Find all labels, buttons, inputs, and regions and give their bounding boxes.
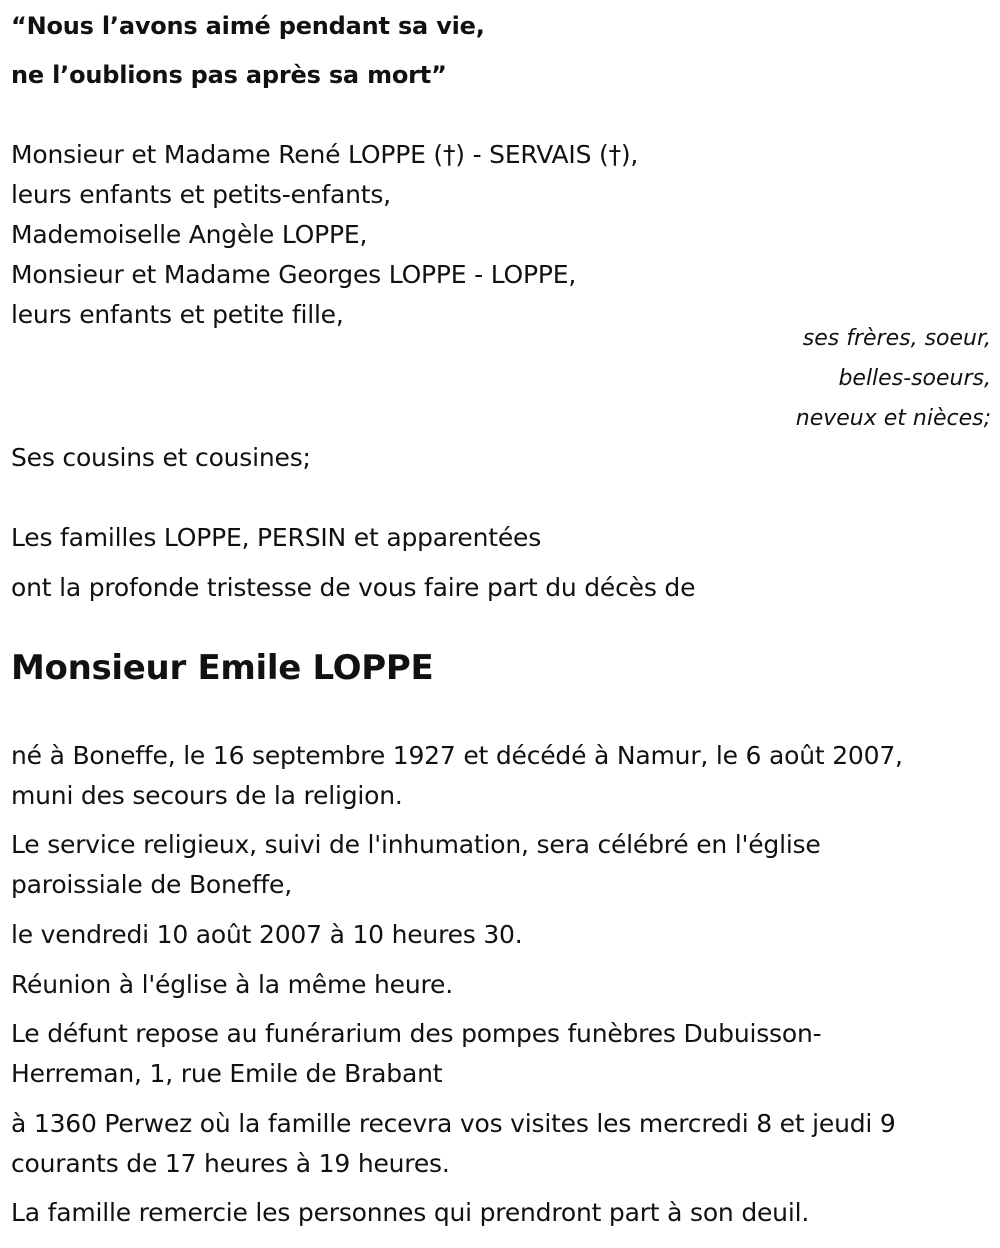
deceased-name: Monsieur Emile LOPPE [11,648,434,688]
family-line-2: leurs enfants et petits-enfants, [11,180,391,209]
birth-death-line-1: né à Boneffe, le 16 septembre 1927 et décédé à Namur, le 6 août 2007, [11,741,903,770]
service-line-2: paroissiale de Boneffe, [11,870,292,899]
relation-line-2: belles-soeurs, [838,366,991,391]
cousins-line: Ses cousins et cousines; [11,443,311,472]
meeting-line: Réunion à l'église à la même heure. [11,970,453,999]
families-line: Les familles LOPPE, PERSIN et apparentées [11,523,542,552]
funeral-home-line-2: Herreman, 1, rue Emile de Brabant [11,1059,443,1088]
family-line-4: Monsieur et Madame Georges LOPPE - LOPPE, [11,260,577,289]
service-date: le vendredi 10 août 2007 à 10 heures 30. [11,920,523,949]
announcement-line: ont la profonde tristesse de vous faire part du décès de [11,573,696,602]
visits-line-2: courants de 17 heures à 19 heures. [11,1149,450,1178]
epigraph-line-2: ne l’oublions pas après sa mort” [11,61,447,89]
service-line-1: Le service religieux, suivi de l'inhumation, sera célébré en l'église [11,830,821,859]
epigraph-line-1: “Nous l’avons aimé pendant sa vie, [11,12,485,40]
funeral-home-line-1: Le défunt repose au funérarium des pompes funèbres Dubuisson- [11,1019,822,1048]
family-line-3: Mademoiselle Angèle LOPPE, [11,220,368,249]
thanks-line: La famille remercie les personnes qui prendront part à son deuil. [11,1198,810,1227]
visits-line-1: à 1360 Perwez où la famille recevra vos visites les mercredi 8 et jeudi 9 [11,1109,896,1138]
family-line-1: Monsieur et Madame René LOPPE (†) - SERVAIS (†), [11,140,639,169]
relation-line-1: ses frères, soeur, [802,326,991,351]
relation-line-3: neveux et nièces; [795,406,991,431]
birth-death-line-2: muni des secours de la religion. [11,781,403,810]
family-line-5: leurs enfants et petite fille, [11,300,344,329]
